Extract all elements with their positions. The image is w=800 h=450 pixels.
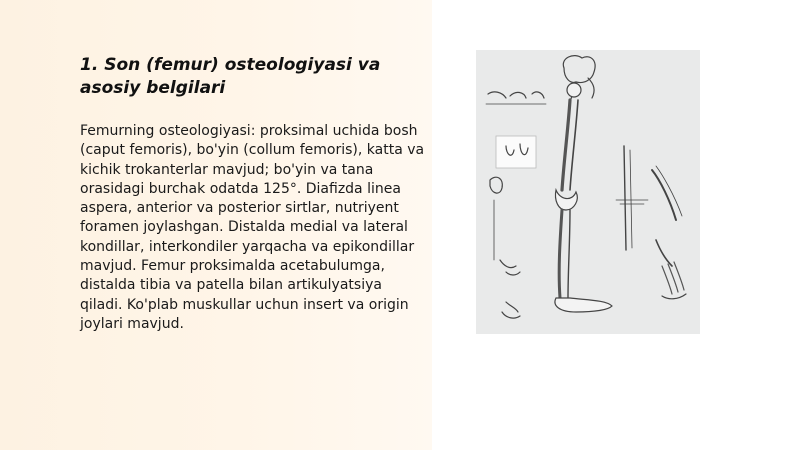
slide-title: 1. Son (femur) osteologiyasi va asosiy belgilari xyxy=(80,55,381,98)
femur-illustration xyxy=(476,50,700,334)
leg-skeleton-icon xyxy=(476,50,700,334)
slide-body-text: Femurning osteologiyasi: proksimal uchida bosh (caput femoris), bo'yin (collum femoris), katta va kichik trokanterlar mavjud; bo'yin va tana orasidagi burchak odatda 125°. Diafizda linea aspera, anterior va posterior sirtlar, nutriyent foramen joylashgan. Distalda medial va lateral kondillar, interkondiler yarqacha va epikondillar mavjud. Femur proksimalda acetabulumga, distalda tibia va patella bilan artikulyatsiya qiladi. Ko'plab muskullar uchun insert va origin joylari mavjud. xyxy=(80,123,425,332)
